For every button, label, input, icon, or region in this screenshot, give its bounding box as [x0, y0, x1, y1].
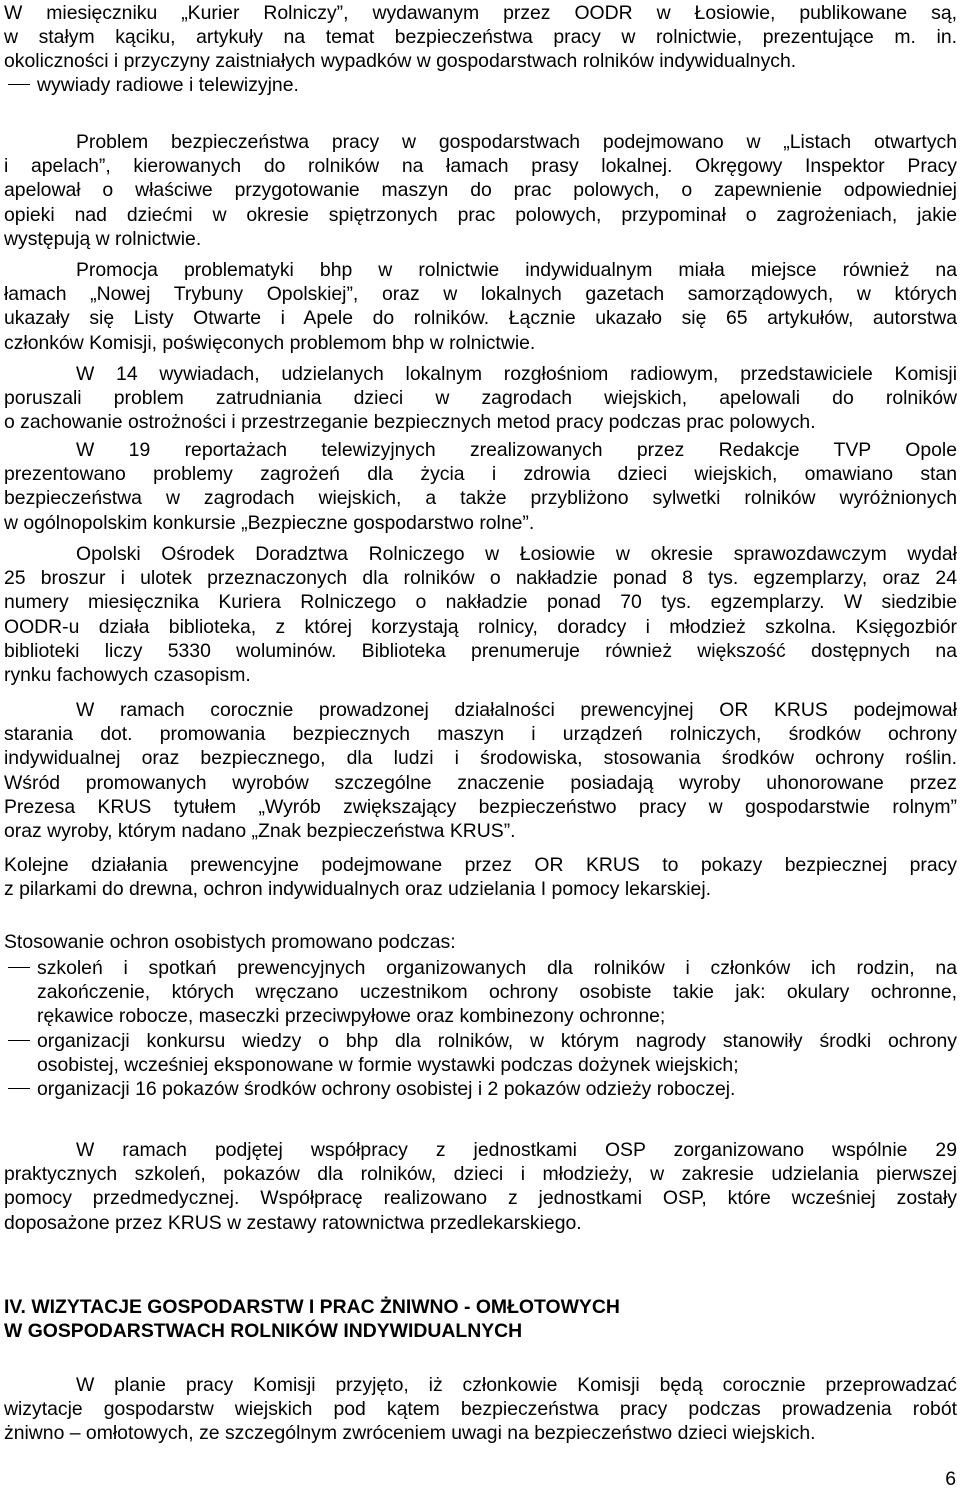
text-line: Stosowanie ochron osobistych promowano podczas: [4, 931, 456, 953]
heading-line: W GOSPODARSTWACH ROLNIKÓW INDYWIDUALNYCH [4, 1320, 523, 1343]
text-line: Prezesa KRUS tytułem „Wyrób zwiększający bezpieczeństwo pracy w gospodarstwie rolnym” [4, 795, 957, 818]
paragraph-krus [4, 698, 957, 843]
text-line: okoliczności i przyczyny zaistniałych wypadków w gospodarstwach rolników indywidualnych. [4, 50, 797, 73]
text-line: bezpieczeństwa w zagrodach wiejskich, a także przybliżono sylwetki rolników wyróżnionych [4, 487, 957, 510]
text-line: członków Komisji, poświęconych problemom bhp w rolnictwie. [4, 331, 536, 354]
top-dash-item [4, 73, 957, 97]
list-item-text: szkoleń i spotkań prewencyjnych organizowanych dla rolników i członków ich rodzin, na [37, 957, 957, 979]
text-line: oraz wyroby, którym nadano „Znak bezpieczeństwa KRUS”. [4, 819, 516, 842]
paragraph-osp [4, 1138, 957, 1235]
paragraph-promocja [4, 258, 957, 355]
text-line: w stałym kąciku, artykuły na temat bezpieczeństwa pracy w rolnictwie, prezentujące m. in. [4, 26, 957, 49]
paragraph-problem [4, 130, 957, 251]
text-line: Problem bezpieczeństwa pracy w gospodarstwach podejmowano w „Listach otwartych [76, 131, 957, 153]
paragraph-wywiady [4, 362, 957, 435]
text-line: OODR-u działa biblioteka, z której korzystają rolnicy, doradcy i młodzież szkolna. Księgozbiór [4, 615, 957, 638]
paragraph-kolejne [4, 853, 957, 901]
list-item-text: rękawice robocze, maseczki przeciwpyłowe oraz kombinezony ochronne; [37, 1005, 666, 1028]
text-line: starania dot. promowania bezpiecznych maszyn i urządzeń rolniczych, środków ochrony [4, 723, 957, 746]
text-line: o zachowanie ostrożności i przestrzeganie bezpiecznych metod pracy podczas prac polowych. [4, 411, 816, 434]
dash-bullet-icon [8, 1040, 30, 1041]
text-line: numery miesięcznika Kuriera Rolniczego o nakładzie ponad 70 tys. egzemplarzy. W siedzibie [4, 591, 957, 614]
list-item [4, 956, 957, 1029]
text-line: W 14 wywiadach, udzielanych lokalnym rozgłośniom radiowym, przedstawiciele Komisji [76, 363, 957, 385]
text-line: z pilarkami do drewna, ochron indywidualnych oraz udzielania I pomocy lekarskiej. [4, 878, 712, 901]
text-line: rynku fachowych czasopism. [4, 663, 251, 686]
text-line: wizytacje gospodarstw wiejskich pod kątem bezpieczeństwa pracy podczas prowadzenia robót [4, 1398, 957, 1421]
heading-line: IV. WIZYTACJE GOSPODARSTW I PRAC ŻNIWNO - OMŁOTOWYCH [4, 1296, 620, 1318]
text-line: Wśród promowanych wyrobów szczególne znaczenie posiadają wyroby uhonorowane przez [4, 771, 957, 794]
list-item [4, 1077, 957, 1101]
text-line: i apelach”, kierowanych do rolników na łamach prasy lokalnej. Okręgowy Inspektor Pracy [4, 155, 957, 178]
list-item [4, 73, 957, 97]
text-line: pomocy przedmedycznej. Współpracę realizowano z jednostkami OSP, które wcześniej zostały [4, 1187, 957, 1210]
paragraph-oodr [4, 542, 957, 687]
text-line: indywidualnej oraz bezpiecznego, dla ludzi i środowiska, stosowania środków ochrony roślin. [4, 747, 957, 770]
text-line: Promocja problematyki bhp w rolnictwie indywidualnym miała miejsce również na [76, 259, 957, 281]
top-paragraph [4, 1, 957, 74]
list-item-text: organizacji konkursu wiedzy o bhp dla rolników, w którym nagrody stanowiły środki ochrony [37, 1029, 957, 1052]
section-heading [4, 1295, 957, 1343]
text-line: doposażone przez KRUS w zestawy ratownictwa przedlekarskiego. [4, 1211, 582, 1234]
list-item [4, 1029, 957, 1077]
list-item-text: wywiady radiowe i telewizyjne. [37, 74, 299, 96]
list-item-text: osobistej, wcześniej eksponowane w formie wystawki podczas dożynek wiejskich; [37, 1053, 739, 1076]
text-line: Opolski Ośrodek Doradztwa Rolniczego w Łosiowie w okresie sprawozdawczym wydał [76, 543, 957, 565]
text-line: praktycznych szkoleń, pokazów dla rolników, dzieci i młodzieży, w zakresie udzielania pierwszej [4, 1163, 957, 1186]
paragraph-plan [4, 1373, 957, 1446]
paragraph-reportaze [4, 438, 957, 535]
page-number: 6 [945, 1468, 956, 1490]
dash-bullet-icon [8, 1088, 30, 1089]
protection-list [4, 956, 957, 1101]
text-line: żniwno – omłotowych, ze szczególnym zwróceniem uwagi na bezpieczeństwo dzieci wiejskich. [4, 1422, 816, 1445]
dash-bullet-icon [8, 84, 30, 85]
text-line: W ramach corocznie prowadzonej działalności prewencyjnej OR KRUS podejmował [76, 699, 957, 721]
text-line: Kolejne działania prewencyjne podejmowane przez OR KRUS to pokazy bezpiecznej pracy [4, 854, 957, 876]
text-line: W ramach podjętej współpracy z jednostkami OSP zorganizowano wspólnie 29 [76, 1139, 957, 1161]
text-line: biblioteki liczy 5330 woluminów. Biblioteka prenumeruje również większość dostępnych na [4, 639, 957, 662]
text-line: 25 broszur i ulotek przeznaczonych dla rolników o nakładzie ponad 8 tys. egzemplarzy, oraz 24 [4, 567, 957, 590]
text-line: W miesięczniku „Kurier Rolniczy”, wydawanym przez OODR w Łosiowie, publikowane są, [4, 2, 957, 24]
paragraph-stosowanie [4, 930, 957, 954]
dash-bullet-icon [8, 967, 30, 968]
text-line: prezentowano problemy zagrożeń dla życia i zdrowia dzieci wiejskich, omawiano stan [4, 463, 957, 486]
text-line: ukazały się Listy Otwarte i Apele do rolników. Łącznie ukazało się 65 artykułów, autorstwa [4, 307, 957, 330]
text-line: apelował o właściwe przygotowanie maszyn do prac polowych, o zapewnienie odpowiedniej [4, 179, 957, 202]
text-line: opieki nad dziećmi w okresie spiętrzonych prac polowych, przypominał o zagrożeniach, jakie [4, 203, 957, 226]
list-item-text: zakończenie, których wręczano uczestnikom ochrony osobiste takie jak: okulary ochronne, [37, 981, 957, 1004]
text-line: W 19 reportażach telewizyjnych zrealizowanych przez Redakcje TVP Opole [76, 439, 957, 461]
text-line: W planie pracy Komisji przyjęto, iż członkowie Komisji będą corocznie przeprowadzać [76, 1374, 957, 1396]
list-item-text: organizacji 16 pokazów środków ochrony osobistej i 2 pokazów odzieży roboczej. [37, 1077, 736, 1100]
text-line: poruszali problem zatrudniania dzieci w zagrodach wiejskich, apelowali do rolników [4, 387, 957, 410]
text-line: występują w rolnictwie. [4, 227, 202, 250]
text-line: w ogólnopolskim konkursie „Bezpieczne gospodarstwo rolne”. [4, 511, 535, 534]
text-line: łamach „Nowej Trybuny Opolskiej”, oraz w lokalnych gazetach samorządowych, w których [4, 283, 957, 306]
